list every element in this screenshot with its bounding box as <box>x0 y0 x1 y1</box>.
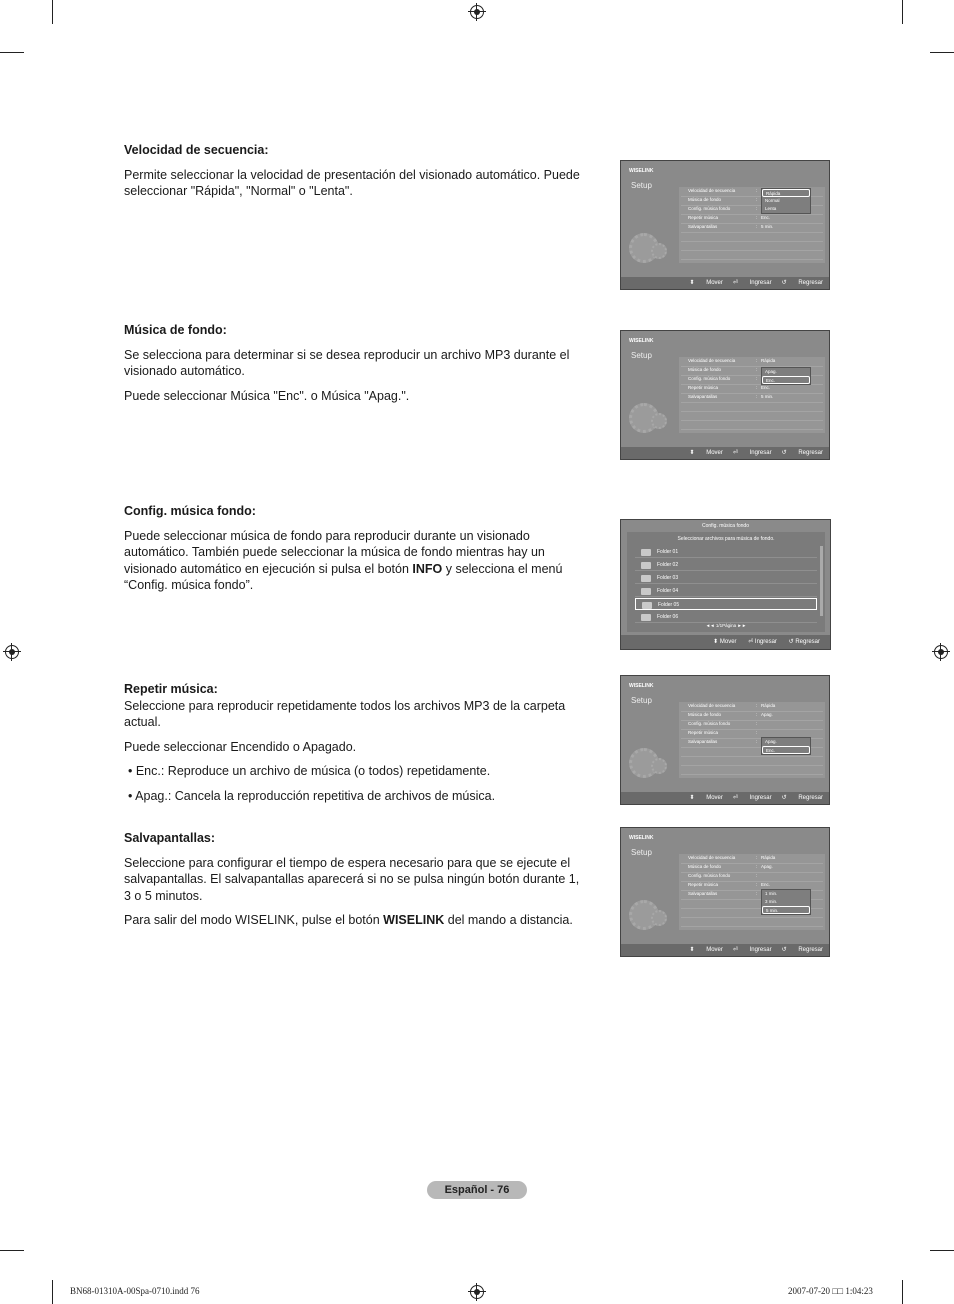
setup-row-sep: : <box>756 855 758 860</box>
folder-screen-title: Config. música fondo <box>702 523 749 529</box>
setup-row-value: Enc. <box>761 215 771 220</box>
nav-enter-label: Ingresar <box>749 795 772 801</box>
nav-back: ↺ Regresar <box>781 947 823 953</box>
setup-row-sep: : <box>756 873 758 878</box>
section-text <box>124 528 584 594</box>
nav-back-label: Regresar <box>798 947 823 953</box>
setup-row-sep: : <box>756 224 758 229</box>
folder-screen <box>620 519 831 650</box>
setup-row-sep: : <box>756 864 758 869</box>
setup-row-sep: : <box>756 891 758 896</box>
setup-row-sep: : <box>756 367 758 372</box>
nav-enter: ⏎ Ingresar <box>748 639 777 645</box>
nav-enter-label: Ingresar <box>749 280 772 286</box>
wiselink-logo: WISELINK <box>629 168 654 174</box>
imprint-file: BN68-01310A-00Spa-0710.indd 76 <box>70 1286 200 1296</box>
setup-row-value: Rápida <box>761 358 776 363</box>
option-popup <box>761 188 811 214</box>
setup-row-label: Config. música fondo <box>688 721 731 726</box>
nav-move-label: Mover <box>706 795 723 801</box>
option-item[interactable]: Enc. <box>762 376 810 384</box>
empty-row <box>681 917 823 927</box>
folder-icon <box>642 602 652 609</box>
folder-row[interactable] <box>635 546 817 558</box>
section-text <box>124 912 584 929</box>
setup-row-label: Repetir música <box>688 730 719 735</box>
folder-list-box <box>627 532 825 632</box>
folder-screen-subtitle: Seleccionar archivos para música de fondo. <box>677 536 775 542</box>
setup-row-sep: : <box>756 721 758 726</box>
setup-row-value: Enc. <box>761 385 771 390</box>
option-popup <box>761 737 811 755</box>
option-item[interactable]: Normal <box>765 198 780 203</box>
setup-row-label: Música de fondo <box>688 197 722 202</box>
folder-row[interactable] <box>635 611 817 623</box>
wiselink-keyword: WISELINK <box>383 913 445 927</box>
option-item[interactable]: 5 min. <box>762 906 810 914</box>
setup-row-value: 5 min. <box>761 394 774 399</box>
setup-row-sep: : <box>756 376 758 381</box>
setup-row-sep: : <box>756 703 758 708</box>
setup-row-label: Música de fondo <box>688 367 722 372</box>
nav-back: ↺ Regresar <box>781 795 823 801</box>
setup-row-label: Velocidad de secuencia <box>688 188 736 193</box>
section-heading: Config. música fondo: <box>124 504 256 518</box>
imprint-date: 2007-07-20 □□ 1:04:23 <box>788 1286 873 1296</box>
setup-row-sep: : <box>756 739 758 744</box>
setup-row-sep: : <box>756 206 758 211</box>
wiselink-logo: WISELINK <box>629 683 654 689</box>
section-text: Seleccione para reproducir repetidamente todos los archivos MP3 de la carpeta actual. <box>124 698 566 729</box>
registration-mark-icon <box>3 643 21 661</box>
nav-back: ↺ Regresar <box>781 450 823 456</box>
folder-row[interactable] <box>635 572 817 584</box>
nav-enter-label: Ingresar <box>754 639 777 645</box>
folder-name: Folder 01 <box>657 549 679 555</box>
setup-row-label: Config. música fondo <box>688 206 731 211</box>
setup-row-label: Música de fondo <box>688 712 722 717</box>
setup-row-sep: : <box>756 730 758 735</box>
nav-move: ⬍ Mover <box>689 947 723 953</box>
folder-icon <box>641 614 651 621</box>
nav-bar <box>621 635 830 649</box>
section-text: Seleccione para configurar el tiempo de espera necesario para que se ejecute el salvapantallas. El salvapantallas aparecerá si no se pulsa ningún botón durante 1, 3 o 5 minutos. <box>124 855 580 903</box>
setup-title: Setup <box>631 696 652 705</box>
nav-move: ⬍ Mover <box>689 280 723 286</box>
setup-row-label: Salvapantallas <box>688 224 718 229</box>
folder-name: Folder 06 <box>657 614 679 620</box>
bullet-item: • Enc.: Reproduce un archivo de música (o todos) repetidamente. <box>128 764 491 778</box>
nav-back-label: Regresar <box>798 795 823 801</box>
gear-icon <box>651 758 667 774</box>
nav-bar <box>621 944 829 956</box>
folder-icon <box>641 575 651 582</box>
nav-back-label: Regresar <box>795 639 820 645</box>
empty-row <box>681 765 823 775</box>
text-run: Puede seleccionar música de fondo para reproducir durante un visionado automático. También puede seleccionar la música de fondo mientras hay un visionado automático en ejecución si pulsa el botón <box>124 528 545 576</box>
folder-icon <box>641 562 651 569</box>
wiselink-logo: WISELINK <box>629 835 654 841</box>
nav-back: ↺ Regresar <box>788 639 820 645</box>
setup-title: Setup <box>631 848 652 857</box>
setup-row-label: Repetir música <box>688 385 719 390</box>
setup-row-label: Repetir música <box>688 215 719 220</box>
page-number-badge: Español - 76 <box>427 1181 527 1199</box>
section-heading: Salvapantallas: <box>124 831 216 845</box>
setup-screen <box>620 675 830 805</box>
scrollbar[interactable] <box>820 546 823 616</box>
setup-row-sep: : <box>756 197 758 202</box>
text-run: Para salir del modo WISELINK, pulse el botón <box>124 913 384 927</box>
nav-move-label: Mover <box>706 280 723 286</box>
option-item[interactable]: Apag. <box>765 369 777 374</box>
section-salvapantallas <box>124 830 584 929</box>
setup-row-sep: : <box>756 215 758 220</box>
registration-mark-icon <box>932 643 950 661</box>
setup-row-label: Música de fondo <box>688 864 722 869</box>
section-heading: Música de fondo: <box>124 323 227 337</box>
setup-row-sep: : <box>756 358 758 363</box>
page-indicator: ◄◄ 1/1Página ►► <box>705 623 747 628</box>
setup-row-sep: : <box>756 385 758 390</box>
option-item[interactable]: Lenta <box>765 206 777 211</box>
setup-row-label: Config. música fondo <box>688 376 731 381</box>
folder-icon <box>641 588 651 595</box>
nav-bar <box>621 447 829 459</box>
setup-row-sep: : <box>756 394 758 399</box>
setup-row-sep: : <box>756 882 758 887</box>
setup-screen <box>620 827 830 957</box>
nav-move: ⬍ Mover <box>713 639 737 645</box>
nav-enter-label: Ingresar <box>749 947 772 953</box>
setup-row-value: Enc. <box>761 882 771 887</box>
setup-row-label: Config. música fondo <box>688 873 731 878</box>
section-text: Puede seleccionar Música "Enc". o Música "Apag.". <box>124 388 410 403</box>
section-text: Se selecciona para determinar si se desea reproducir un archivo MP3 durante el visionado automático. <box>124 347 570 378</box>
section-heading: Velocidad de secuencia: <box>124 143 269 157</box>
option-popup <box>761 367 811 385</box>
option-item[interactable]: 3 min. <box>765 899 778 904</box>
nav-move-label: Mover <box>706 450 723 456</box>
empty-row <box>681 250 823 260</box>
nav-back-label: Regresar <box>798 280 823 286</box>
setup-row-label: Velocidad de secuencia <box>688 703 736 708</box>
section-text: Permite seleccionar la velocidad de presentación del visionado automático. Puede seleccionar "Rápida", "Normal" o "Lenta". <box>124 167 580 198</box>
text-run: y selecciona el menú “Config. música fondo”. <box>124 561 563 592</box>
setup-title: Setup <box>631 351 652 360</box>
section-musica <box>124 322 584 404</box>
empty-row <box>681 420 823 430</box>
registration-mark-icon <box>468 3 486 21</box>
option-item[interactable]: Rápida <box>762 189 810 197</box>
folder-row[interactable] <box>635 598 817 610</box>
setup-row-label: Salvapantallas <box>688 739 718 744</box>
setup-row-value: Rápida <box>761 855 776 860</box>
nav-move-label: Mover <box>719 639 737 645</box>
folder-row[interactable] <box>635 585 817 597</box>
setup-row-label: Repetir música <box>688 882 719 887</box>
folder-name: Folder 04 <box>657 588 679 594</box>
section-text: Puede seleccionar Encendido o Apagado. <box>124 739 357 754</box>
nav-enter: ⏎ Ingresar <box>732 280 772 286</box>
setup-row-sep: : <box>756 712 758 717</box>
setup-screen <box>620 330 830 460</box>
gear-icon <box>651 243 667 259</box>
setup-row-label: Velocidad de secuencia <box>688 358 736 363</box>
folder-name: Folder 02 <box>657 562 679 568</box>
option-item[interactable]: Apag. <box>765 739 777 744</box>
registration-mark-icon <box>468 1283 486 1301</box>
nav-enter-label: Ingresar <box>749 450 772 456</box>
nav-move: ⬍ Mover <box>689 795 723 801</box>
nav-enter: ⏎ Ingresar <box>732 947 772 953</box>
folder-icon <box>641 549 651 556</box>
section-repetir <box>124 681 584 804</box>
nav-bar <box>621 792 829 804</box>
setup-row-label: Salvapantallas <box>688 394 718 399</box>
nav-move: ⬍ Mover <box>689 450 723 456</box>
nav-enter: ⏎ Ingresar <box>732 795 772 801</box>
nav-bar <box>621 277 829 289</box>
folder-row[interactable] <box>635 559 817 571</box>
setup-screen <box>620 160 830 290</box>
option-item[interactable]: 1 min. <box>765 891 778 896</box>
nav-move-label: Mover <box>706 947 723 953</box>
option-item[interactable]: Enc. <box>762 746 810 754</box>
setup-title: Setup <box>631 181 652 190</box>
gear-icon <box>651 910 667 926</box>
gear-icon <box>651 413 667 429</box>
setup-row-value: Apag. <box>761 712 773 717</box>
setup-row-sep: : <box>756 188 758 193</box>
section-config <box>124 503 584 594</box>
setup-row-value: Apag. <box>761 864 773 869</box>
section-heading: Repetir música: <box>124 682 218 696</box>
nav-back-label: Regresar <box>798 450 823 456</box>
folder-name: Folder 03 <box>657 575 679 581</box>
section-velocidad <box>124 142 584 200</box>
nav-back: ↺ Regresar <box>781 280 823 286</box>
option-popup <box>761 889 811 915</box>
text-run: del mando a distancia. <box>444 913 573 927</box>
info-keyword: INFO <box>412 561 443 576</box>
bullet-item: • Apag.: Cancela la reproducción repetitiva de archivos de música. <box>128 788 496 803</box>
nav-enter: ⏎ Ingresar <box>732 450 772 456</box>
setup-row-label: Salvapantallas <box>688 891 718 896</box>
setup-row-value: Rápida <box>761 703 776 708</box>
setup-row-label: Velocidad de secuencia <box>688 855 736 860</box>
wiselink-logo: WISELINK <box>629 338 654 344</box>
folder-name: Folder 05 <box>658 602 680 608</box>
setup-row-value: 5 min. <box>761 224 774 229</box>
